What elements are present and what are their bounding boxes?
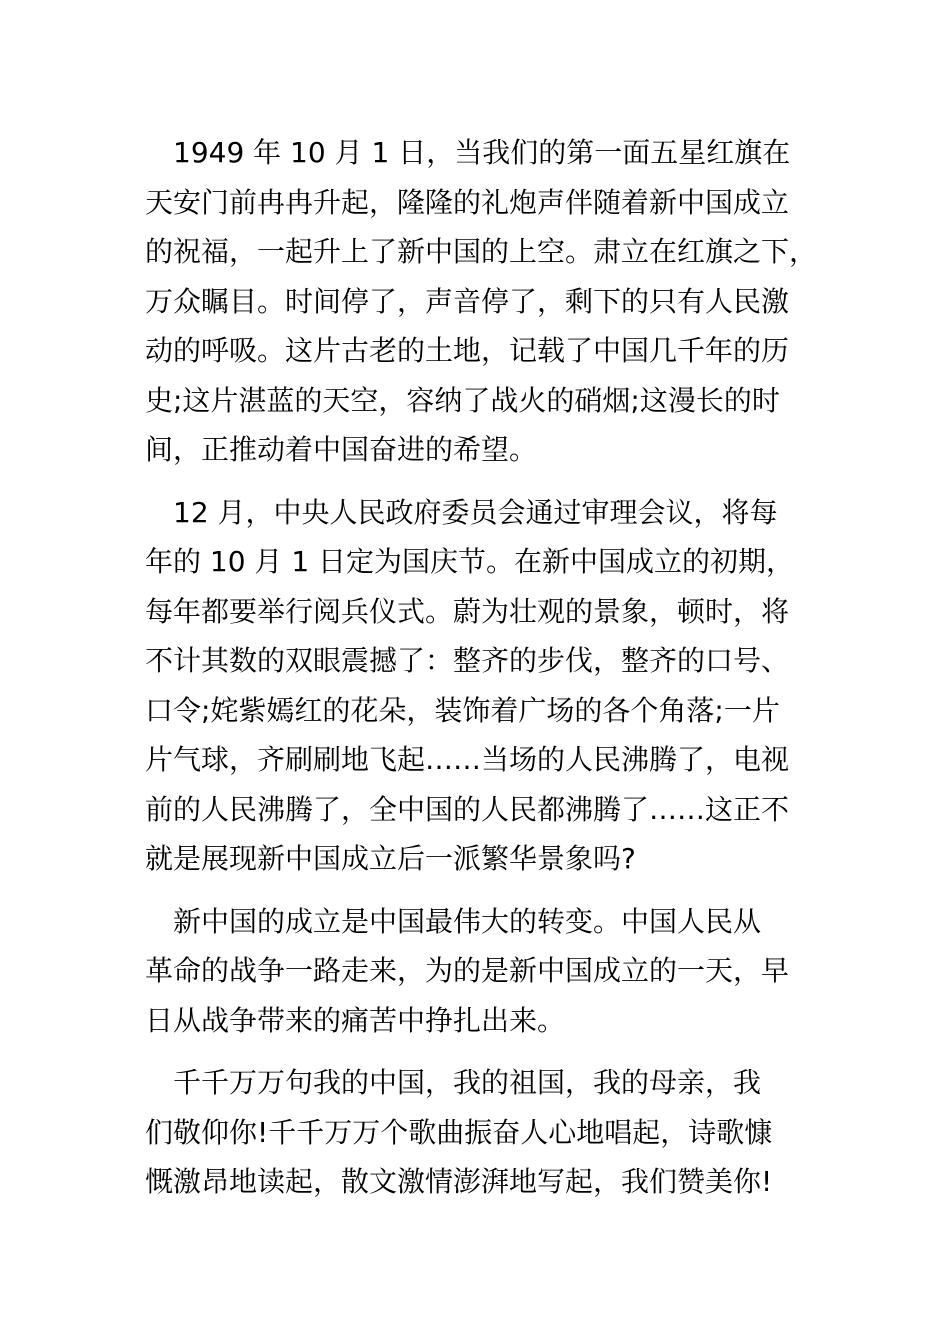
text-line: 12 月，中央人民政府委员会通过审理会议，将每 [145,495,778,529]
text-line: 万众瞩目。时间停了，声音停了，剩下的只有人民激 [145,284,790,318]
paragraph-3 [145,897,817,1046]
text-line: 们敬仰你!千千万万个歌曲振奋人心地唱起，诗歌慷 [145,1115,773,1149]
text-line: 口令;姹紫嫣红的花朵，装饰着广场的各个角落;一片 [145,693,780,727]
text-line: 就是展现新中国成立后一派繁华景象吗? [145,842,636,875]
text-line: 动的呼吸。这片古老的土地，记载了中国几千年的历 [145,334,790,367]
text-line: 史;这片湛蓝的天空，容纳了战火的硝烟;这漫长的时 [145,383,780,417]
text-line: 天安门前冉冉升起，隆隆的礼炮声伴随着新中国成立 [145,185,790,219]
paragraph-1 [145,128,817,475]
text-line: 慨激昂地读起，散文激情澎湃地写起，我们赞美你! [145,1165,773,1198]
text-line: 1949 年 10 月 1 日，当我们的第一面五星红旗在 [145,136,791,169]
text-line: 间，正推动着中国奋进的希望。 [145,433,538,466]
text-line: 的祝福，一起升上了新中国的上空。肃立在红旗之下， [145,235,818,268]
text-line: 不计其数的双眼震撼了：整齐的步伐，整齐的口号、 [145,644,790,677]
text-line: 年的 10 月 1 日定为国庆节。在新中国成立的初期， [145,545,795,578]
paragraph-2 [145,488,817,884]
paragraph-4 [145,1058,817,1207]
text-line: 千千万万句我的中国，我的祖国，我的母亲，我 [145,1066,762,1099]
text-line: 革命的战争一路走来，为的是新中国成立的一天，早 [145,954,790,987]
text-line: 每年都要举行阅兵仪式。蔚为壮观的景象，顿时，将 [145,594,790,628]
text-line: 日从战争带来的痛苦中挣扎出来。 [145,1003,566,1037]
text-line: 新中国的成立是中国最伟大的转变。中国人民从 [145,904,762,938]
text-line: 前的人民沸腾了，全中国的人民都沸腾了……这正不 [145,792,790,826]
text-line: 片气球，齐刷刷地飞起……当场的人民沸腾了，电视 [145,743,790,776]
document-body [145,128,817,1220]
